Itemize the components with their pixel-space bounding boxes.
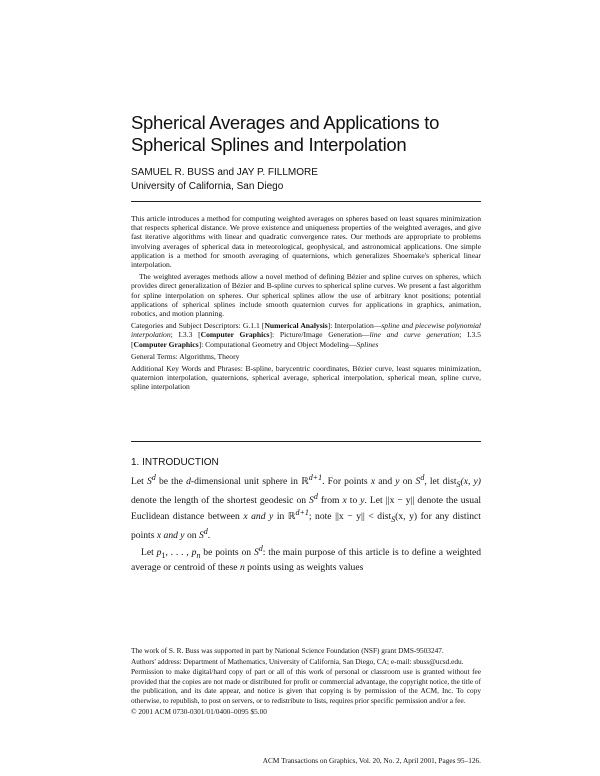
intro-paragraph-2 [131,543,481,574]
math-symbol: y [395,476,400,488]
abstract-block [131,214,481,395]
journal-footer: ACM Transactions on Graphics, Vol. 20, No. 2, April 2001, Pages 95–126. [262,756,481,765]
intro-text: (x, y) for any distinct points [131,511,481,542]
intro-text: in ℝ [273,511,296,523]
keywords: Additional Key Words and Phrases: B-spline, barycentric coordinates, Bézier curve, least squares minimization, quaternion interpolation, quaternions, spherical average, spherical interpolation, spherical mean, spline curve, spline interpolation [131,364,481,392]
cat-2-italic: line and curve generation [369,330,460,340]
math-symbol: S [309,495,314,507]
math-symbol: (x, y) [460,476,481,488]
intro-text: and [375,476,396,488]
intro-text: -dimensional unit sphere in ℝ [190,476,309,488]
math-symbol: y [360,495,365,507]
math-symbol: x and y [156,530,185,542]
intro-text: points using as weights values [244,561,364,573]
intro-text: Let [141,546,157,558]
math-symbol: d+1 [308,473,323,482]
intro-text: to [346,495,361,507]
footnote-permission: Permission to make digital/hard copy of part or all of this work of personal or classroom use is granted without fee provided that the copies are not made or distributed for profit or commercial advantage, the copyright notice, the title of the publication, and its date appear, and notice is given that copying is by permission of the ACM, Inc. To copy otherwise, to republish, to post on servers, or to redistribute to lists, requires prior specific permission and/or a fee. [131,667,481,705]
abstract-paragraph-1: This article introduces a method for computing weighted averages on spheres based on least squares minimization that respects spherical distance. We prove existence and uniqueness properties of the weighted averages, and give fast iterative algorithms with linear and quadratic convergence rates. Our methods are appropriate to problems involving averages of spherical data in meteorological, geophysical, and astronomical applications. One simple application is a method for smooth averaging of quaternions, which generalizes Shoemake's spherical linear interpolation. [131,214,481,270]
cat-3-bold: Computer Graphics [133,339,199,349]
math-symbol: S [146,476,152,488]
intro-text: from [317,495,343,507]
math-symbol: S [198,530,204,542]
intro-text: be the [155,476,187,488]
footnotes [131,646,481,717]
cat-2-rest: ]: Picture/Image Generation— [269,330,370,340]
intro-text: be points on [200,546,254,558]
math-symbol: d [151,473,156,482]
title-line-1: Spherical Averages and Applications to [131,112,440,133]
math-symbol: n [196,550,201,560]
cat-1-bold: Numerical Analysis [264,321,328,331]
affiliation: University of California, San Diego [131,181,284,192]
math-symbol: S [253,546,259,558]
cat-lead: Categories and Subject Descriptors: G.1.1 [ [131,321,265,331]
math-symbol: S [415,476,421,488]
authors: SAMUEL R. BUSS and JAY P. FILLMORE [131,167,318,178]
math-symbol: 1 [161,550,166,560]
intro-paragraph-1 [131,472,481,543]
section-heading-introduction: 1. INTRODUCTION [131,457,219,468]
footnote-funding: The work of S. R. Buss was supported in part by National Science Foundation (NSF) grant DMS-9503247. [131,646,444,655]
math-symbol: x [342,495,347,507]
cat-2-bold: Computer Graphics [200,330,270,340]
cat-2-lead: ; I.3.3 [ [170,330,201,340]
math-symbol: n [239,561,245,573]
math-symbol: d [258,543,263,553]
math-symbol: d+1 [295,508,309,518]
rule-top [131,201,481,202]
cat-3-italic: Splines [356,339,379,349]
math-symbol: x [370,476,376,488]
introduction-body [131,472,481,574]
math-symbol: d [203,527,208,537]
intro-text: , . . . , [165,546,192,558]
math-symbol: S [456,480,461,490]
math-symbol: d [313,492,318,502]
math-symbol: p [156,546,162,558]
cat-1-rest: ]: Interpolation— [327,321,382,331]
intro-text: . [207,530,211,542]
title-line-2: Spherical Splines and Interpolation [131,134,407,155]
intro-text: Let [131,476,147,488]
intro-text: on [399,476,416,488]
intro-text: on [184,530,199,542]
footnote-copyright: © 2001 ACM 0730-0301/01/0400–0095 $5.00 [131,706,267,716]
cat-3-lead: ; I.3.5 [ [131,330,481,349]
math-symbol: x and y [243,511,274,523]
paper-title [131,112,491,156]
cat-1-italic: spline and piecewise polynomial interpolation [131,321,481,340]
intro-text: : the main purpose of this article is to define a weighted average or centroid of these [131,546,482,573]
math-symbol: d [186,476,191,488]
categories [131,321,481,349]
cat-3-rest: ]: Computational Geometry and Object Modeling— [198,339,357,349]
intro-text: , let dist [424,476,457,488]
general-terms: General Terms: Algorithms, Theory [131,351,240,361]
intro-text: denote the length of the shortest geodesic on [131,495,310,507]
intro-text: . Let ||x − y|| denote the usual Euclidean distance between [131,495,481,523]
footnote-address: Authors' address: Department of Mathematics, University of California, San Diego, CA; e-mail: sbuss@ucsd.edu. [131,656,464,666]
intro-text: ; note ||x − y|| < dist [308,511,392,523]
math-symbol: S [391,515,396,525]
rule-bottom [131,441,481,442]
abstract-paragraph-2: The weighted averages methods allow a novel method of defining Bézier and spline curves on spheres, which provides direct generalization of Bézier and B-spline curves to spherical spline curves. We present a fast algorithm for spline interpolation on spheres. Our spherical splines allow the use of arbitrary knot positions; potential applications of spherical splines include smooth quaternion curves for applications in graphics, animation, robotics, and motion planning. [131,272,481,319]
math-symbol: d [420,473,425,482]
math-symbol: p [191,546,197,558]
intro-text: . For points [322,476,371,488]
